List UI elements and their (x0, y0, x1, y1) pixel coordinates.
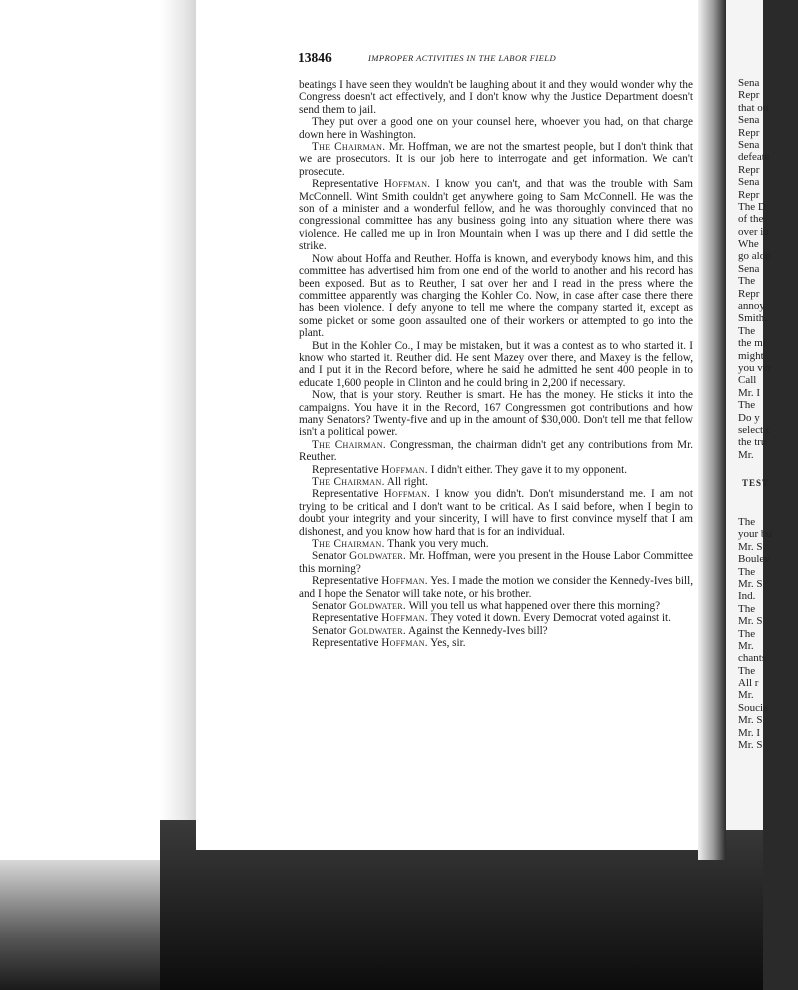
paragraph-text: Representative (312, 637, 382, 650)
facing-page-line: Call (738, 374, 757, 387)
paragraph (299, 253, 693, 340)
paragraph-text: I didn't either. They gave it to my opponent. (427, 463, 628, 476)
speaker-name: Hoffman. (381, 612, 428, 625)
page-number: 13846 (298, 50, 332, 65)
facing-page-line: that on (738, 101, 769, 114)
facing-page-line: Mr. S (738, 739, 763, 752)
facing-page-line: The (738, 516, 756, 528)
paragraph-text: But in the Kohler Co., I may be mistaken, but it was a contest as to who started it. I know who started it. Reuther did. He sent Mazey over there, and Maxey is the fellow, and I put it in the Record before, where he said he admitted he sent 400 people in to educate 1,600 people in Clinton and he could bring in 2,200 if necessary. (299, 339, 693, 389)
facing-page-line: Repr (738, 126, 760, 139)
facing-page-line: Do y (738, 411, 760, 424)
facing-page-line: Mr. I (738, 726, 760, 739)
paragraph-text: Yes. I made the motion we consider the Kennedy-Ives bill, and I hope the Senator will take note, or his brother. (299, 575, 693, 600)
facing-page-line: The D (738, 200, 766, 213)
speaker-name: Hoffman. (381, 463, 428, 476)
paragraph (299, 340, 693, 390)
paragraph-text: Representative (312, 612, 382, 625)
facing-page-line: Ind. (738, 590, 756, 603)
left-binding-shadow (160, 0, 200, 870)
paragraph (299, 625, 693, 637)
paragraph-text: Now, that is your story. Reuther is smart. He has the money. He sticks it into the campaigns. You have it in the Record, 167 Congressmen got contributions and how many Senators? Twenty-five and up in the amount of $30,000. Don't tell me that fellow isn't a political power. (299, 389, 693, 439)
paragraph (299, 389, 693, 439)
facing-page-line: Boulev (738, 553, 770, 566)
speaker-name: Hoffman. (381, 575, 428, 588)
facing-page-line: the tru (738, 436, 767, 449)
facing-page-line: Mr. S (738, 714, 763, 727)
book-gutter (698, 0, 726, 860)
paragraph-text: They put over a good one on your counsel here, whoever you had, on that charge down here in Washington. (299, 116, 693, 141)
facing-page-line: The (738, 275, 756, 288)
paragraph (299, 141, 693, 178)
facing-page-line: over in (738, 225, 769, 238)
facing-page-line: Repr (738, 287, 760, 300)
paragraph (299, 439, 693, 464)
speaker-name: Hoffman. (381, 637, 428, 650)
paragraph (299, 575, 693, 600)
facing-page-line: Mr. (738, 689, 754, 702)
speaker-name: Hoffman. (383, 178, 431, 191)
paragraph-text: I know you didn't. Don't misunderstand me. I am not trying to be critical and I don't want to be critical. As I said before, when I begin to doubt your integrity and your sincerity, I will have to first convince myself that I am dishonest, and you know how hard that is for an individual. (299, 488, 693, 538)
paragraph-text: Yes, sir. (427, 637, 466, 650)
paragraph-text: Senator (312, 600, 349, 613)
paragraph-text: Representative (312, 178, 384, 191)
paragraph-text: Now about Hoffa and Reuther. Hoffa is known, and everybody knows him, and this committee has advertised him from one end of the world to another and his record has been exposed. But as to Reuther, I sat over her and I read in the press where the committee apparently was charging the Kohler Co. Now, in case after case there there has been violence. I defy anyone to tell me where the company started it, except as some picket or some goon assaulted one of their workers or attempted to go into the plant. (299, 252, 693, 340)
facing-page-line: go alon (738, 250, 771, 263)
speaker-name: The Chairman. (312, 141, 386, 154)
facing-page-line: Sena (738, 114, 760, 127)
facing-page-line: Sena (738, 138, 760, 151)
paragraph-text: Will you tell us what happened over there this morning? (405, 600, 661, 613)
speaker-name: Hoffman. (383, 488, 431, 501)
paragraph (299, 178, 693, 252)
facing-page-line: Mr. S (738, 615, 763, 628)
paragraph (299, 116, 693, 141)
paragraph (299, 612, 693, 624)
running-title: IMPROPER ACTIVITIES IN THE LABOR FIELD (368, 53, 557, 63)
facing-page-line: The (738, 627, 756, 640)
facing-page-line: annoy (738, 300, 765, 313)
paragraph (299, 550, 693, 575)
speaker-name: Goldwater. (348, 600, 406, 613)
facing-page-line: Soucie (738, 701, 768, 714)
paragraph-text: Senator (312, 550, 350, 563)
paragraph-text: Representative (312, 488, 384, 501)
facing-page-lines-top (738, 77, 798, 461)
facing-page-heading: TEST (742, 478, 770, 488)
facing-page-line: Sena (738, 77, 760, 89)
paragraph (299, 600, 693, 612)
paragraph-text: Congressman, the chairman didn't get any contributions from Mr. Reuther. (299, 438, 693, 464)
facing-page-line: select c (738, 423, 771, 436)
facing-page-line: of the (738, 213, 764, 226)
paragraph (299, 476, 693, 488)
paragraph-text: Thank you very much. (384, 538, 489, 551)
facing-page-line: Repr (738, 163, 760, 176)
paragraph (299, 488, 693, 538)
paragraph-text: Against the Kennedy-Ives bill? (405, 624, 548, 637)
paragraph (299, 79, 693, 116)
facing-page-line: Sena (738, 176, 760, 189)
paragraph-text: Mr. Hoffman, we are not the smartest people, but I don't think that we are prosecutors. It is our job here to interrogate and get information. We can't prosecute. (299, 141, 693, 178)
facing-page-line: The (738, 399, 756, 412)
speaker-name: The Chairman. (312, 476, 385, 488)
speaker-name: Goldwater. (349, 550, 407, 563)
facing-page-line: chants (738, 652, 767, 665)
facing-page-line: Mr. I (738, 386, 760, 399)
paragraph-text: Representative (312, 575, 382, 588)
facing-page-line: Mr. S (738, 540, 763, 553)
paragraph-text: They voted it down. Every Democrat voted against it. (427, 612, 671, 625)
facing-page-line: defeate (738, 151, 770, 164)
page-header (298, 50, 698, 66)
paragraph-text: All right. (384, 476, 428, 488)
facing-page-line: Smith. (738, 312, 768, 325)
facing-page-line: Whe (738, 238, 759, 251)
facing-page-line: Repr (738, 188, 760, 201)
paragraph-text: Mr. Hoffman, were you present in the House Labor Committee this morning? (299, 550, 693, 575)
facing-page-line: Sena (738, 262, 760, 275)
facing-page-line: All r (738, 677, 759, 690)
body-text (299, 79, 693, 650)
facing-page-line: you ver (738, 361, 772, 374)
facing-page-line: Mr. S (738, 577, 763, 590)
paragraph-text: beatings I have seen they wouldn't be laughing about it and they would wonder why the Congress doesn't act effectively, and I don't know why the Justice Department doesn't send them to jail. (299, 79, 693, 116)
facing-page-line: The (738, 602, 756, 615)
speaker-name: The Chairman. (312, 438, 386, 451)
facing-page-line: might (738, 349, 764, 362)
facing-page-lines-bottom (738, 516, 798, 751)
speaker-name: The Chairman. (312, 538, 385, 551)
facing-page-line: The (738, 565, 756, 578)
facing-page-line: the mi (738, 337, 766, 350)
facing-page-line: Repr (738, 89, 760, 102)
paragraph-text: Senator (312, 624, 349, 637)
paragraph (299, 538, 693, 550)
facing-page-line: The (738, 664, 756, 677)
paragraph (299, 637, 693, 649)
speaker-name: Goldwater. (348, 624, 406, 637)
paragraph (299, 464, 693, 476)
facing-page-line: Mr. (738, 448, 754, 461)
paragraph-text: Representative (312, 463, 382, 476)
paragraph-text: I know you can't, and that was the trouble with Sam McConnell. Wint Smith couldn't get anywhere going to Sam McConnell. He was the son of a minister and a wonderful fellow, and he was thoroughly convinced that no congressional committee has any business going into any situation where there was violence. He called me up in Iron Mountain when I was up there and I did settle the strike. (299, 178, 693, 253)
facing-page-line: your bu (738, 528, 772, 541)
facing-page-line: Mr. (738, 639, 754, 652)
facing-page-line: The (738, 324, 756, 337)
